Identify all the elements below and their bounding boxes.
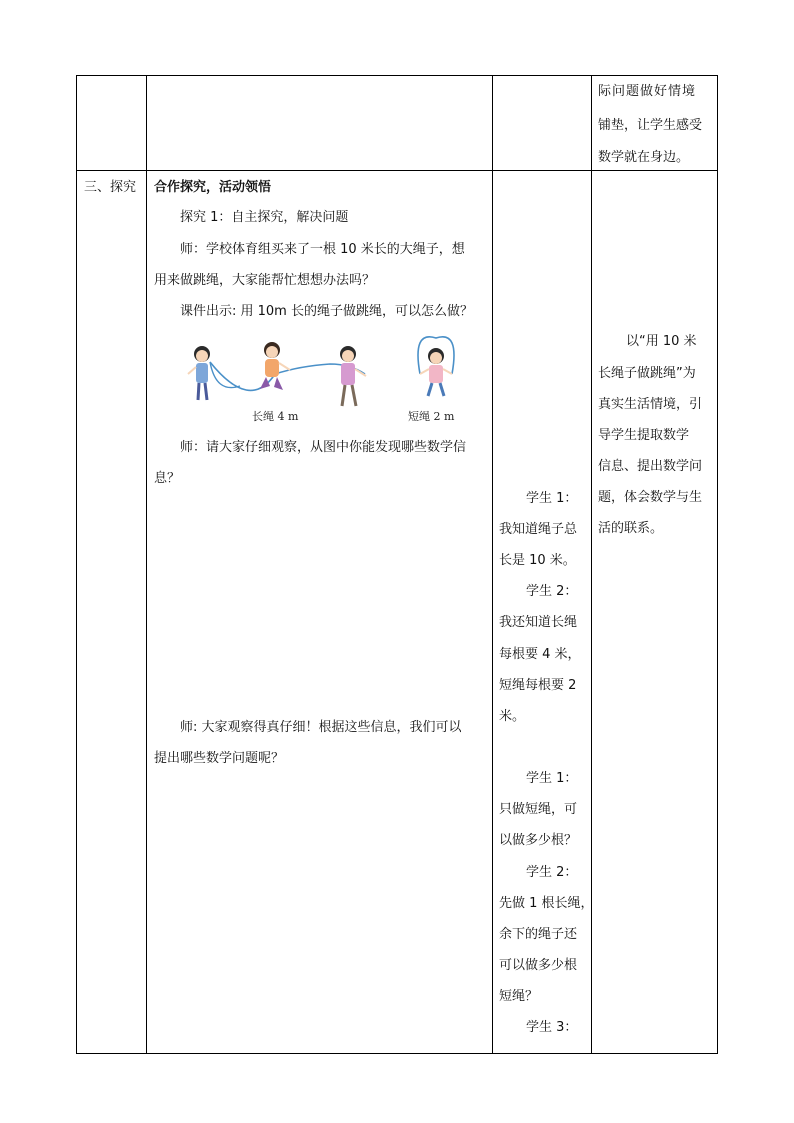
design-intent-text: 导学生提取数学 — [598, 428, 690, 443]
column-divider-1 — [146, 75, 147, 1054]
teacher-text: 用来做跳绳，大家能帮忙想想办法吗？ — [154, 273, 376, 288]
teacher-text: 提出哪些数学问题呢？ — [154, 751, 285, 766]
design-intent-text: 以“用 10 米 — [626, 334, 697, 349]
teacher-text: 师：请大家仔细观察，从图中你能发现哪些数学信 — [180, 440, 467, 455]
stage-label: 三、探究 — [84, 180, 137, 195]
child-figure-2 — [260, 342, 290, 390]
child-figure-4 — [418, 337, 454, 396]
teacher-text: 息？ — [154, 471, 181, 486]
child-figure-3 — [340, 346, 366, 406]
student-text: 学生 3： — [526, 1020, 578, 1035]
student-text: 我知道绳子总 — [499, 522, 578, 537]
student-text: 每根要 4 米， — [499, 647, 581, 662]
student-text: 长是 10 米。 — [499, 553, 576, 568]
student-text: 短绳每根要 2 — [499, 678, 577, 693]
column-divider-2 — [492, 75, 493, 1054]
child-figure-1 — [188, 346, 210, 400]
student-text: 学生 2： — [526, 584, 578, 599]
student-text: 短绳？ — [499, 989, 539, 1004]
student-text: 只做短绳，可 — [499, 802, 578, 817]
student-text: 米。 — [499, 709, 526, 724]
short-rope-caption: 短绳 2 m — [408, 410, 455, 423]
design-intent-text: 数学就在身边。 — [598, 150, 690, 165]
design-intent-text: 铺垫，让学生感受 — [598, 118, 703, 133]
design-intent-text: 题，体会数学与生 — [598, 490, 703, 505]
design-intent-text: 活的联系。 — [598, 521, 664, 536]
design-intent-text: 真实生活情境，引 — [598, 397, 703, 412]
jump-rope-illustration — [180, 334, 480, 426]
student-text: 余下的绳子还 — [499, 927, 578, 942]
teacher-text: 师：学校体育组买来了一根 10 米长的大绳子，想 — [180, 242, 465, 257]
table-border-left — [76, 75, 77, 1054]
student-text: 先做 1 根长绳， — [499, 896, 594, 911]
row-divider — [76, 170, 718, 171]
teacher-text: 课件出示: 用 10m 长的绳子做跳绳，可以怎么做？ — [180, 304, 473, 319]
design-intent-text: 信息、提出数学问 — [598, 459, 703, 474]
student-text: 学生 2： — [526, 865, 578, 880]
teacher-text: 探究 1：自主探究，解决问题 — [180, 210, 349, 225]
design-intent-text: 长绳子做跳绳”为 — [598, 366, 696, 381]
student-text: 可以做多少根 — [499, 958, 578, 973]
teacher-text: 师: 大家观察得真仔细！根据这些信息，我们可以 — [180, 720, 462, 735]
student-text: 学生 1： — [526, 771, 578, 786]
section-heading: 合作探究，活动领悟 — [154, 180, 272, 195]
table-border-bottom — [76, 1053, 718, 1054]
student-text: 我还知道长绳 — [499, 615, 578, 630]
table-border-right — [717, 75, 718, 1054]
long-rope-caption: 长绳 4 m — [252, 410, 299, 423]
table-border-top — [76, 75, 718, 76]
design-intent-text: 际问题做好情境 — [598, 84, 697, 99]
student-text: 学生 1： — [526, 491, 578, 506]
student-text: 以做多少根？ — [499, 833, 578, 848]
